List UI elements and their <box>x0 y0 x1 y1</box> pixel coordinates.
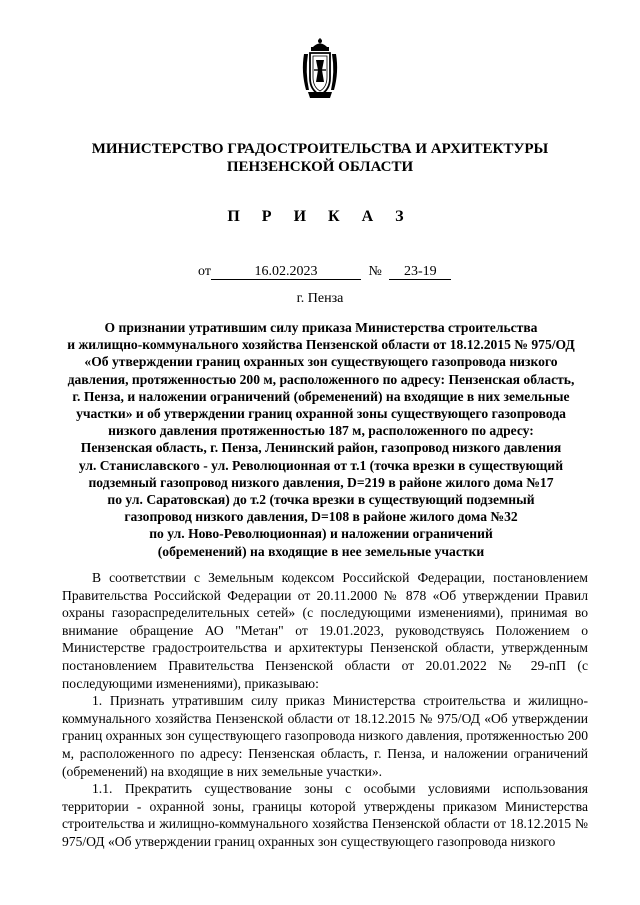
date-number-line <box>198 264 451 280</box>
heading-line: г. Пенза, и наложении ограничений (обременений) на входящие в них земельные <box>72 388 570 404</box>
heading-line: газопровод низкого давления, D=108 в районе жилого дома №32 <box>124 509 518 525</box>
heading-line: по ул. Ново-Революционная) и наложении ограничений <box>149 526 493 542</box>
heading-line: низкого давления протяженностью 187 м, расположенного по адресу: <box>108 423 534 439</box>
preamble-paragraph: В соответствии с Земельным кодексом Российской Федерации, постановлением Правительства Российской Федерации от 20.11.2000 № 878 «Об утверждении Правил охраны газораспределительных сетей» (с последующими изменениями), принимая во внимание обращение АО "Метан" от 19.01.2023, руководствуясь Положением о Министерстве градостроительства и архитектуры Пензенской области, утвержденным постановлением Правительства Пензенской области от 20.01.2022 № 29-пП (с последующими изменениями), приказываю: <box>62 570 588 691</box>
number-prefix: № <box>368 264 382 279</box>
heading-line: (обременений) на входящие в нее земельные участки <box>157 543 485 559</box>
document-type-title: П Р И К А З <box>227 208 413 225</box>
order-number: 23-19 <box>389 264 451 280</box>
order-heading <box>58 319 584 560</box>
heading-line: участки» и об утверждении границ охранной зоны существующего газопровода <box>76 406 566 422</box>
order-body <box>62 569 588 851</box>
clause-1-paragraph: 1. Признать утратившим силу приказ Министерства строительства и жилищно-коммунального хозяйства Пензенской области от 18.12.2015 № 975/ОД «Об утверждении границ охранных зон существующего газопровода низкого давления, протяженностью 200 м, расположенного по адресу: Пензенская область, г. Пенза, и наложении ограничений (обременений) на входящие в них земельные участки». <box>62 693 588 779</box>
heading-line: О признании утратившим силу приказа Министерства строительства <box>104 320 538 335</box>
ministry-name <box>60 140 580 176</box>
clause-1-1-paragraph: 1.1. Прекратить существование зоны с особыми условиями использования территории - охранной зоны, границы которой утверждены приказом Министерства строительства и жилищно-коммунального хозяйства Пензенской области от 18.12.2015 № 975/ОД «Об утверждении границ охранных зон существующего газопровода низкого <box>62 781 588 849</box>
date-prefix: от <box>198 264 211 279</box>
coat-of-arms-emblem <box>300 38 340 100</box>
heading-line: по ул. Саратовская) до т.2 (точка врезки в существующий подземный <box>107 492 535 508</box>
ministry-line-2: ПЕНЗЕНСКОЙ ОБЛАСТИ <box>226 159 414 175</box>
heading-line: ул. Станиславского - ул. Революционная от т.1 (точка врезки в существующий <box>78 457 564 473</box>
order-date: 16.02.2023 <box>211 264 361 280</box>
heading-line: Пензенская область, г. Пенза, Ленинский район, газопровод низкого давления <box>80 440 562 456</box>
ministry-line-1: МИНИСТЕРСТВО ГРАДОСТРОИТЕЛЬСТВА И АРХИТЕКТУРЫ <box>91 141 549 157</box>
city: г. Пенза <box>296 291 344 306</box>
heading-line: давления, протяженностью 200 м, расположенного по адресу: Пензенская область, <box>67 371 575 387</box>
heading-line: подземный газопровод низкого давления, D=219 в районе жилого дома №17 <box>88 474 554 490</box>
heading-line: «Об утверждении границ охранных зон существующего газопровода низкого <box>84 354 558 370</box>
heading-line: и жилищно-коммунального хозяйства Пензенской области от 18.12.2015 № 975/ОД <box>67 337 575 353</box>
